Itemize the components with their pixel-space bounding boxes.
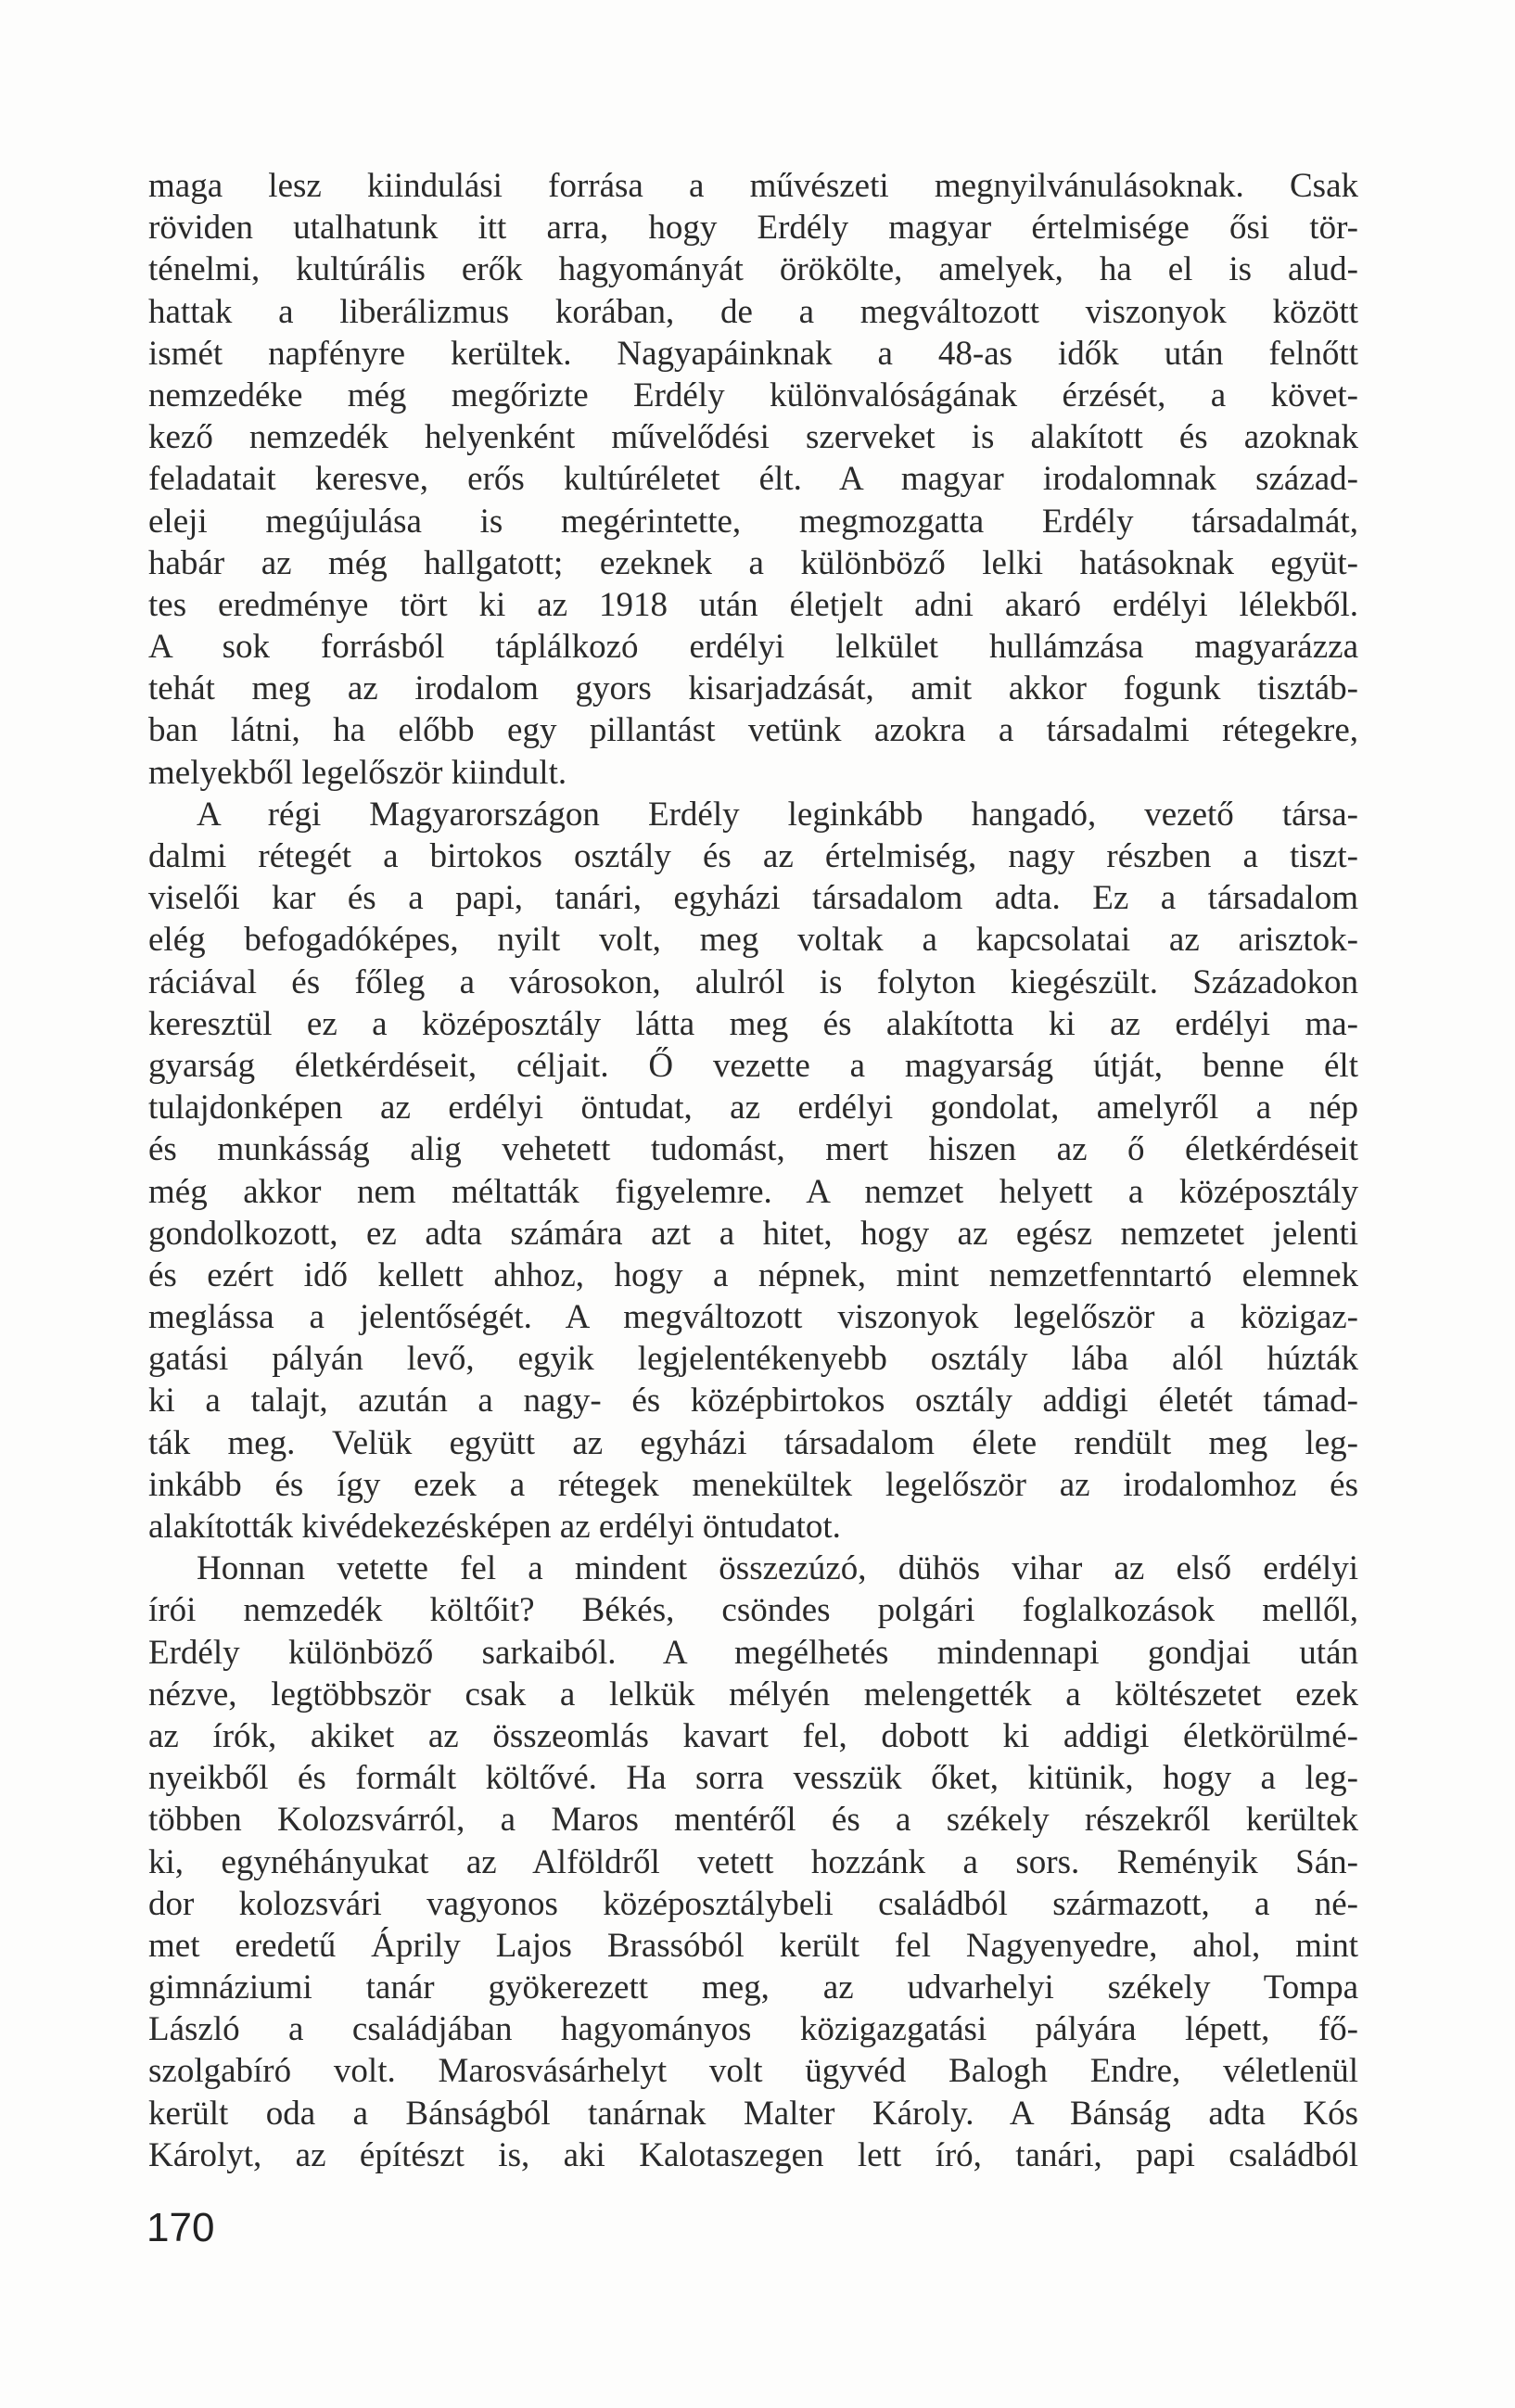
text-line: nézve, legtöbbször csak a lelkük mélyén melengették a költészetet ezek xyxy=(148,1675,1358,1714)
text-line: kező nemzedék helyenként művelődési szerveket is alakított és azoknak xyxy=(148,418,1358,457)
text-line: maga lesz kiindulási forrása a művészeti megnyilvánulásoknak. Csak xyxy=(148,167,1358,205)
text-line: melyekből legelőször kiindult. xyxy=(148,753,567,792)
text-line: tes eredménye tört ki az 1918 után életjelt adni akaró erdélyi lélekből. xyxy=(148,585,1358,624)
body-text xyxy=(148,165,1358,2176)
text-line: gyarság életkérdéseit, céljait. Ő vezette a magyarság útját, benne élt xyxy=(148,1046,1358,1085)
page-number: 170 xyxy=(146,2205,215,2250)
text-line: szolgabíró volt. Marosvásárhelyt volt ügyvéd Balogh Endre, véletlenül xyxy=(148,2052,1358,2091)
text-line: gondolkozott, ez adta számára azt a hitet, hogy az egész nemzetet jelenti xyxy=(148,1214,1358,1253)
text-line: és munkásság alig vehetett tudomást, mert hiszen az ő életkérdéseit xyxy=(148,1130,1358,1169)
text-line: Honnan vetette fel a mindent összezúzó, dühös vihar az első erdélyi xyxy=(197,1549,1358,1588)
text-line: dalmi rétegét a birtokos osztály és az értelmiség, nagy részben a tiszt- xyxy=(148,837,1358,875)
text-line: Károlyt, az építészt is, aki Kalotaszegen lett író, tanári, papi családból xyxy=(148,2135,1358,2174)
text-line: A régi Magyarországon Erdély leginkább hangadó, vezető társa- xyxy=(197,795,1358,834)
text-line: alakították kivédekezésképen az erdélyi öntudatot. xyxy=(148,1508,841,1546)
text-line: ki, egynéhányukat az Alföldről vetett hozzánk a sors. Reményik Sán- xyxy=(148,1842,1358,1881)
text-line: László a családjában hagyományos közigazgatási pályára lépett, fő- xyxy=(148,2010,1358,2049)
text-line: gatási pályán levő, egyik legjelentékenyebb osztály lába alól húzták xyxy=(148,1340,1358,1379)
text-line: keresztül ez a középosztály látta meg és alakította ki az erdélyi ma- xyxy=(148,1004,1358,1043)
text-line: habár az még hallgatott; ezeknek a különböző lelki hatásoknak együt- xyxy=(148,543,1358,582)
text-line: még akkor nem méltatták figyelemre. A nemzet helyett a középosztály xyxy=(148,1172,1358,1211)
text-line: írói nemzedék költőit? Békés, csöndes polgári foglalkozások mellől, xyxy=(148,1591,1358,1630)
text-line: viselői kar és a papi, tanári, egyházi társadalom adta. Ez a társadalom xyxy=(148,879,1358,918)
text-line: nemzedéke még megőrizte Erdély különvalóságának érzését, a követ- xyxy=(148,376,1358,414)
text-line: többen Kolozsvárról, a Maros mentéről és a székely részekről kerültek xyxy=(148,1801,1358,1840)
text-line: került oda a Bánságból tanárnak Malter Károly. A Bánság adta Kós xyxy=(148,2094,1358,2133)
text-line: ténelmi, kultúrális erők hagyományát örökölte, amelyek, ha el is alud- xyxy=(148,250,1358,289)
text-line: röviden utalhatunk itt arra, hogy Erdély magyar értelmisége ősi tör- xyxy=(148,209,1358,248)
text-line: ismét napfényre kerültek. Nagyapáinknak a 48-as idők után felnőtt xyxy=(148,334,1358,373)
text-line: ták meg. Velük együtt az egyházi társadalom élete rendült meg leg- xyxy=(148,1423,1358,1462)
text-line: ban látni, ha előbb egy pillantást vetünk azokra a társadalmi rétegekre, xyxy=(148,711,1358,750)
text-line: ki a talajt, azután a nagy- és középbirtokos osztály addigi életét támad- xyxy=(148,1382,1358,1421)
text-line: elég befogadóképes, nyilt volt, meg voltak a kapcsolatai az arisztok- xyxy=(148,921,1358,960)
text-line: tehát meg az irodalom gyors kisarjadzását, amit akkor fogunk tisztáb- xyxy=(148,669,1358,708)
paragraph xyxy=(148,1548,1358,2176)
text-line: nyeikből és formált költővé. Ha sorra vesszük őket, kitünik, hogy a leg- xyxy=(148,1759,1358,1798)
text-line: inkább és így ezek a rétegek menekültek legelőször az irodalomhoz és xyxy=(148,1465,1358,1504)
text-line: dor kolozsvári vagyonos középosztálybeli családból származott, a né- xyxy=(148,1884,1358,1923)
paragraph xyxy=(148,794,1358,1548)
text-line: hattak a liberálizmus korában, de a megváltozott viszonyok között xyxy=(148,292,1358,331)
text-line: A sok forrásból táplálkozó erdélyi lelkület hullámzása magyarázza xyxy=(148,628,1358,667)
text-line: met eredetű Áprily Lajos Brassóból került fel Nagyenyedre, ahol, mint xyxy=(148,1926,1358,1965)
text-line: és ezért idő kellett ahhoz, hogy a népnek, mint nemzetfenntartó elemnek xyxy=(148,1255,1358,1294)
text-line: ráciával és főleg a városokon, alulról is folyton kiegészült. Századokon xyxy=(148,962,1358,1001)
text-line: tulajdonképen az erdélyi öntudat, az erdélyi gondolat, amelyről a nép xyxy=(148,1089,1358,1128)
text-line: gimnáziumi tanár gyökerezett meg, az udvarhelyi székely Tompa xyxy=(148,1968,1358,2007)
text-line: eleji megújulása is megérintette, megmozgatta Erdély társadalmát, xyxy=(148,502,1358,541)
text-line: meglássa a jelentőségét. A megváltozott viszonyok legelőször a közigaz- xyxy=(148,1298,1358,1337)
text-line: feladatait keresve, erős kultúréletet élt. A magyar irodalomnak század- xyxy=(148,460,1358,499)
paragraph xyxy=(148,165,1358,794)
text-line: Erdély különböző sarkaiból. A megélhetés mindennapi gondjai után xyxy=(148,1633,1358,1672)
text-line: az írók, akiket az összeomlás kavart fel, dobott ki addigi életkörülmé- xyxy=(148,1716,1358,1755)
